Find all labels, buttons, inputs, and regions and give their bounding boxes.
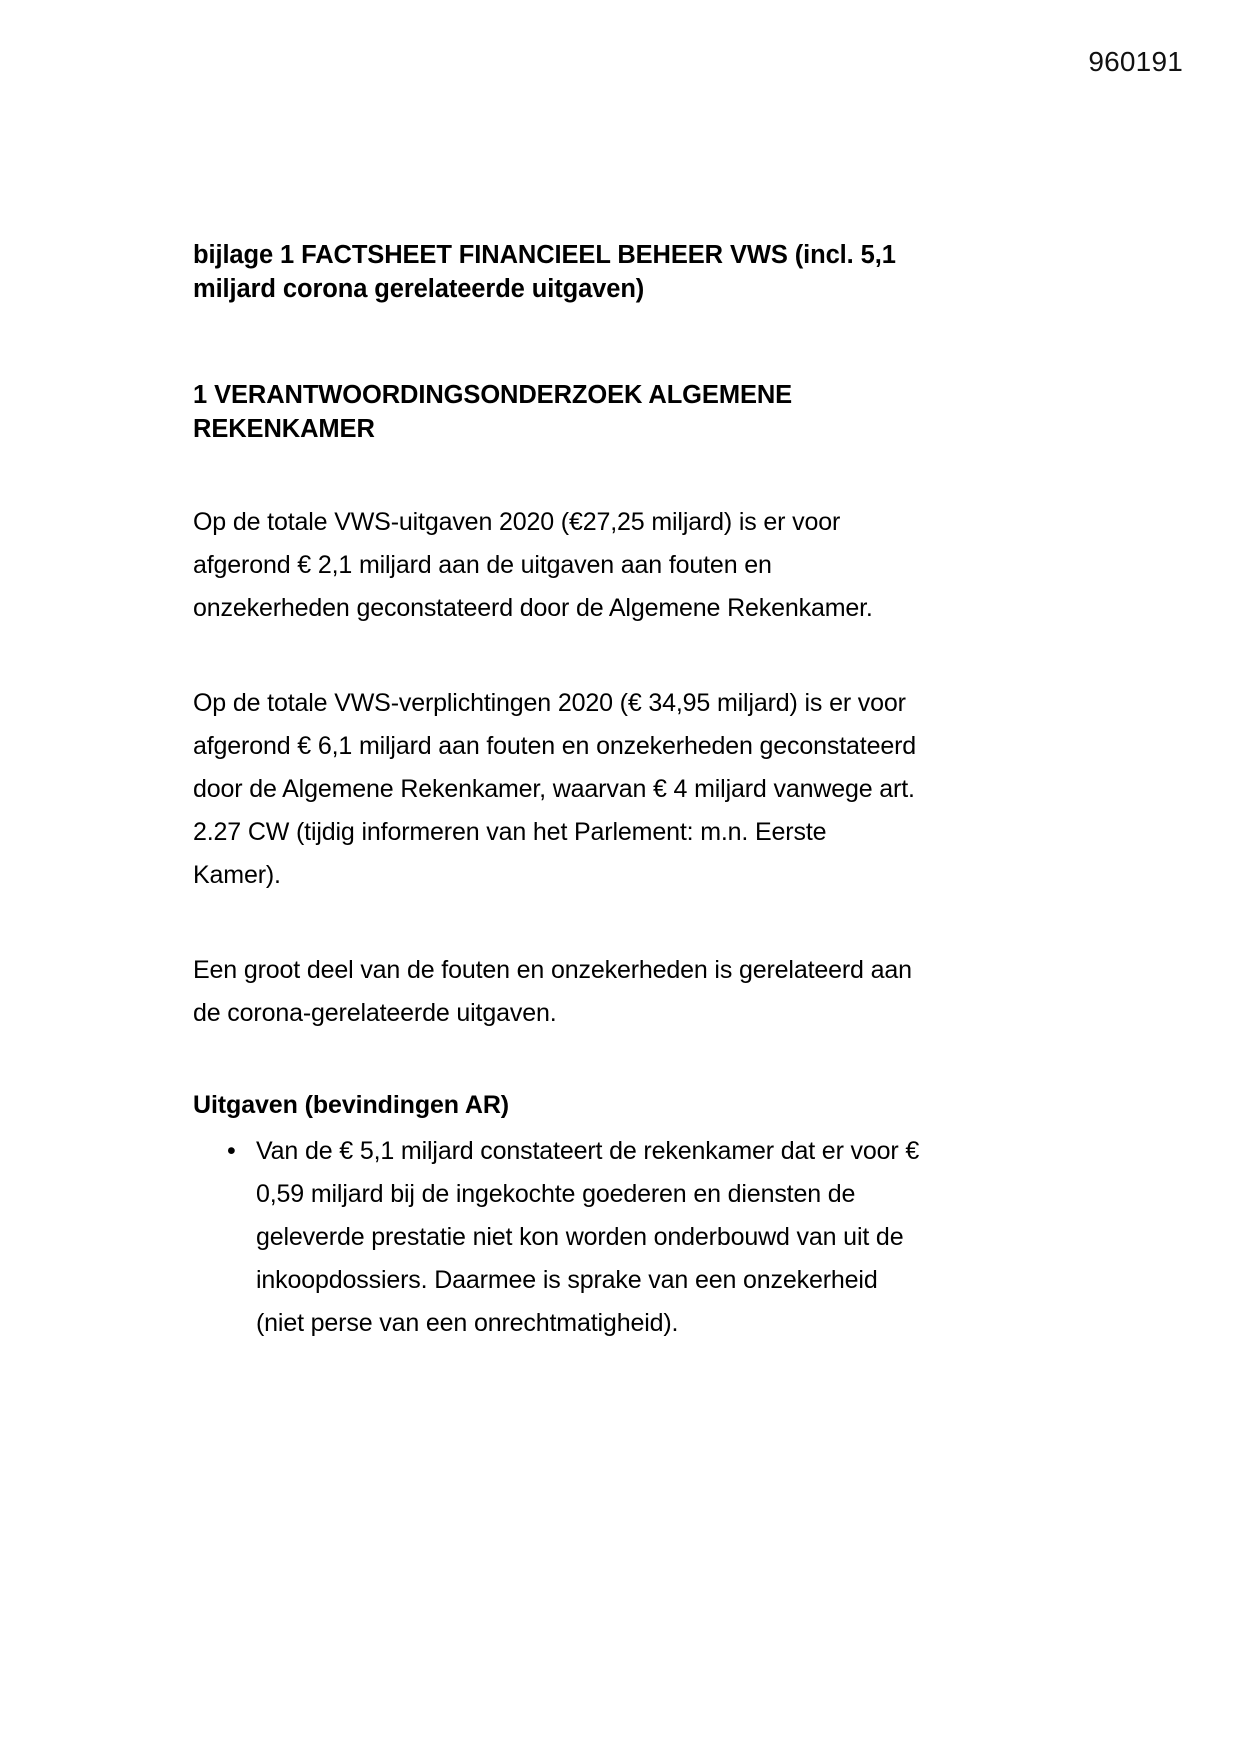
bullet-list xyxy=(193,1130,953,1345)
document-title: bijlage 1 FACTSHEET FINANCIEEL BEHEER VWS (incl. 5,1 miljard corona gerelateerde uitgaven) xyxy=(193,241,896,304)
page-number: 960191 xyxy=(1088,46,1183,77)
subsection-heading-uitgaven: Uitgaven (bevindingen AR) xyxy=(193,1090,510,1119)
paragraph-uitgaven-totaal: Op de totale VWS-uitgaven 2020 (€27,25 miljard) is er voor afgerond € 2,1 miljard aan de uitgaven aan fouten en onzekerheden geconstateerd door de Algemene Rekenkamer. xyxy=(193,507,873,622)
list-item-text: Van de € 5,1 miljard constateert de rekenkamer dat er voor € 0,59 miljard bij de ingekochte goederen en diensten de geleverde prestatie niet kon worden onderbouwd van uit de inkoopdossiers. Daarmee is sprake van een onzekerheid (niet perse van een onrechtmatigheid). xyxy=(256,1137,920,1338)
paragraph-verplichtingen-totaal: Op de totale VWS-verplichtingen 2020 (€ 34,95 miljard) is er voor afgerond € 6,1 miljard aan fouten en onzekerheden geconstateerd door de Algemene Rekenkamer, waarvan € 4 miljard vanwege art. 2.27 CW (tijdig informeren van het Parlement: m.n. Eerste Kamer). xyxy=(193,688,917,889)
section-heading: 1 VERANTWOORDINGSONDERZOEK ALGEMENE REKENKAMER xyxy=(193,381,793,444)
document-body xyxy=(193,238,953,1345)
list-item xyxy=(193,1130,921,1345)
bullet-point-icon: • xyxy=(227,1137,236,1166)
paragraph-corona-gerelateerd: Een groot deel van de fouten en onzekerheden is gerelateerd aan de corona-gerelateerde uitgaven. xyxy=(193,955,912,1027)
